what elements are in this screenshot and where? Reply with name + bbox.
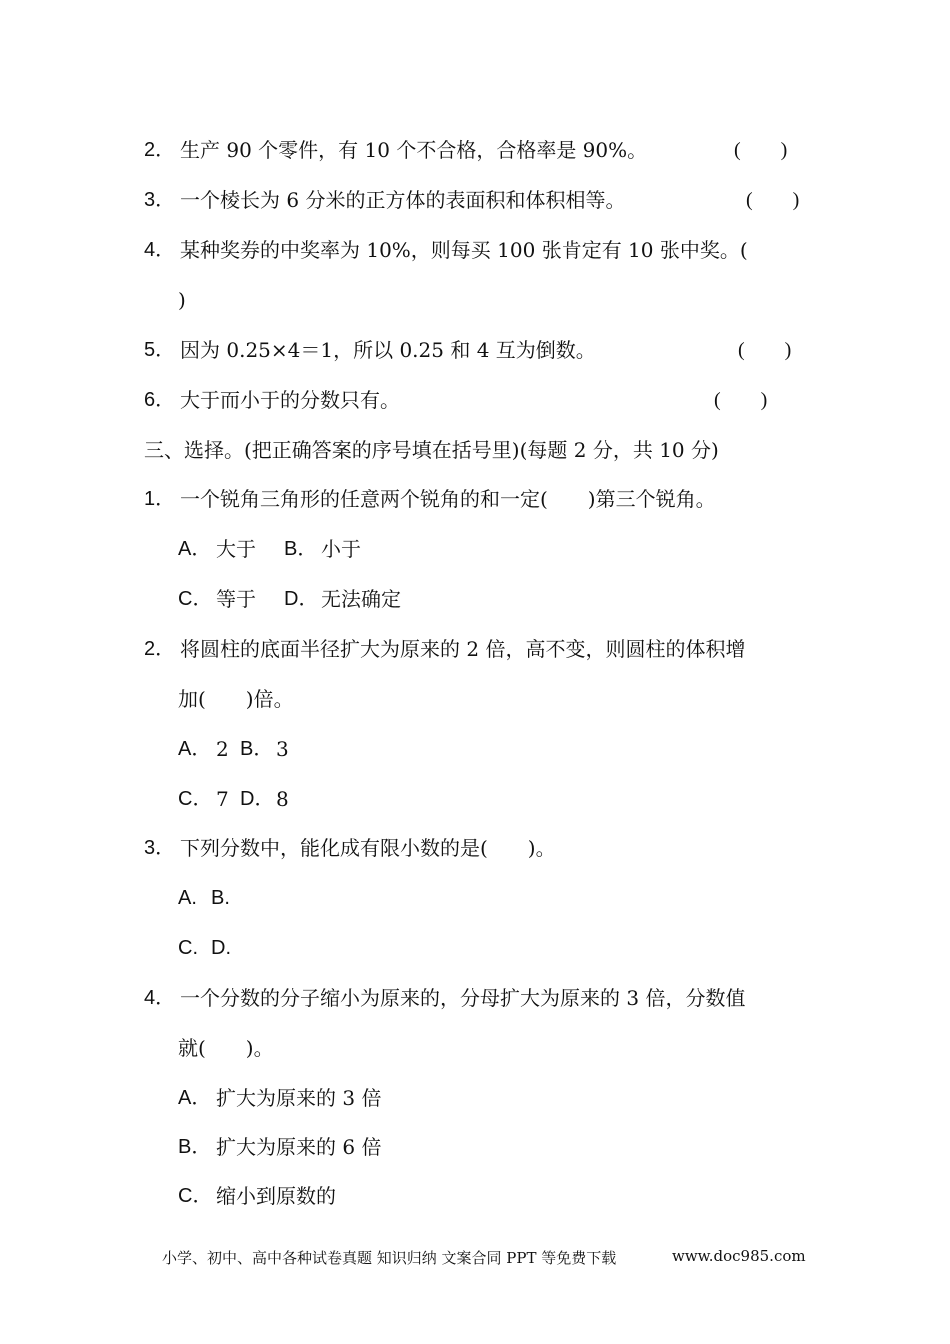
- question-number: 3．: [144, 189, 176, 211]
- option-label: C．: [178, 1185, 213, 1207]
- option-label: B.: [211, 887, 230, 909]
- footer-link[interactable]: www.doc985.com: [672, 1247, 806, 1265]
- option-label: A．: [178, 1087, 212, 1109]
- answer-parentheses: ( ): [734, 139, 788, 161]
- option-label: A．: [178, 738, 212, 760]
- question-text: 生产 90 个零件，有 10 个不合格，合格率是 90%。: [180, 138, 648, 162]
- option-label: B．: [240, 738, 274, 760]
- option-label: A．: [178, 538, 212, 560]
- question-text: 一个分数的分子缩小为原来的，分母扩大为原来的 3 倍，分数值: [180, 986, 746, 1010]
- option-text: 小于: [321, 537, 361, 561]
- question-number: 3．: [144, 837, 176, 859]
- option-label: C．: [178, 588, 213, 610]
- question-text: 下列分数中，能化成有限小数的是( )。: [180, 836, 556, 860]
- question-text: 大于而小于的分数只有。: [180, 388, 400, 412]
- option-label: B．: [284, 538, 318, 560]
- option-text: 8: [276, 787, 289, 811]
- option-text: 等于: [216, 587, 256, 611]
- option-text: 2: [216, 737, 229, 761]
- question-number: 2．: [144, 139, 176, 161]
- question-number: 2．: [144, 638, 176, 660]
- option-text: 7: [216, 787, 229, 811]
- question-text: 因为 0.25×4＝1，所以 0.25 和 4 互为倒数。: [180, 338, 596, 362]
- option-label: C.: [178, 937, 198, 959]
- question-text: 一个锐角三角形的任意两个锐角的和一定( )第三个锐角。: [180, 487, 716, 511]
- question-text: 将圆柱的底面半径扩大为原来的 2 倍，高不变，则圆柱的体积增: [180, 637, 746, 661]
- question-text: 某种奖券的中奖率为 10%，则每买 100 张肯定有 10 张中奖。(: [180, 238, 748, 262]
- question-number: 4．: [144, 987, 176, 1009]
- question-number: 6．: [144, 389, 176, 411]
- option-text: 扩大为原来的 3 倍: [216, 1086, 382, 1110]
- question-number: 1．: [144, 488, 176, 510]
- option-text: 缩小到原数的: [216, 1184, 336, 1208]
- footer-text: 小学、初中、高中各种试卷真题 知识归纳 文案合同 PPT 等免费下载: [162, 1249, 617, 1267]
- option-text: 3: [276, 737, 289, 761]
- answer-parentheses: ( ): [746, 189, 800, 211]
- option-label: D．: [284, 588, 319, 610]
- question-text: 一个棱长为 6 分米的正方体的表面积和体积相等。: [180, 188, 626, 212]
- option-text: 大于: [216, 537, 256, 561]
- question-number: 5．: [144, 339, 176, 361]
- option-label: B．: [178, 1136, 212, 1158]
- option-label: D.: [211, 937, 231, 959]
- option-label: A.: [178, 887, 197, 909]
- answer-parentheses-close: ): [178, 288, 186, 312]
- page-footer: [162, 1247, 806, 1268]
- option-text: 无法确定: [321, 587, 401, 611]
- option-label: D．: [240, 788, 275, 810]
- answer-parentheses: ( ): [714, 389, 768, 411]
- answer-parentheses: ( ): [738, 339, 792, 361]
- option-text: 扩大为原来的 6 倍: [216, 1135, 382, 1159]
- option-label: C．: [178, 788, 213, 810]
- question-number: 4．: [144, 239, 176, 261]
